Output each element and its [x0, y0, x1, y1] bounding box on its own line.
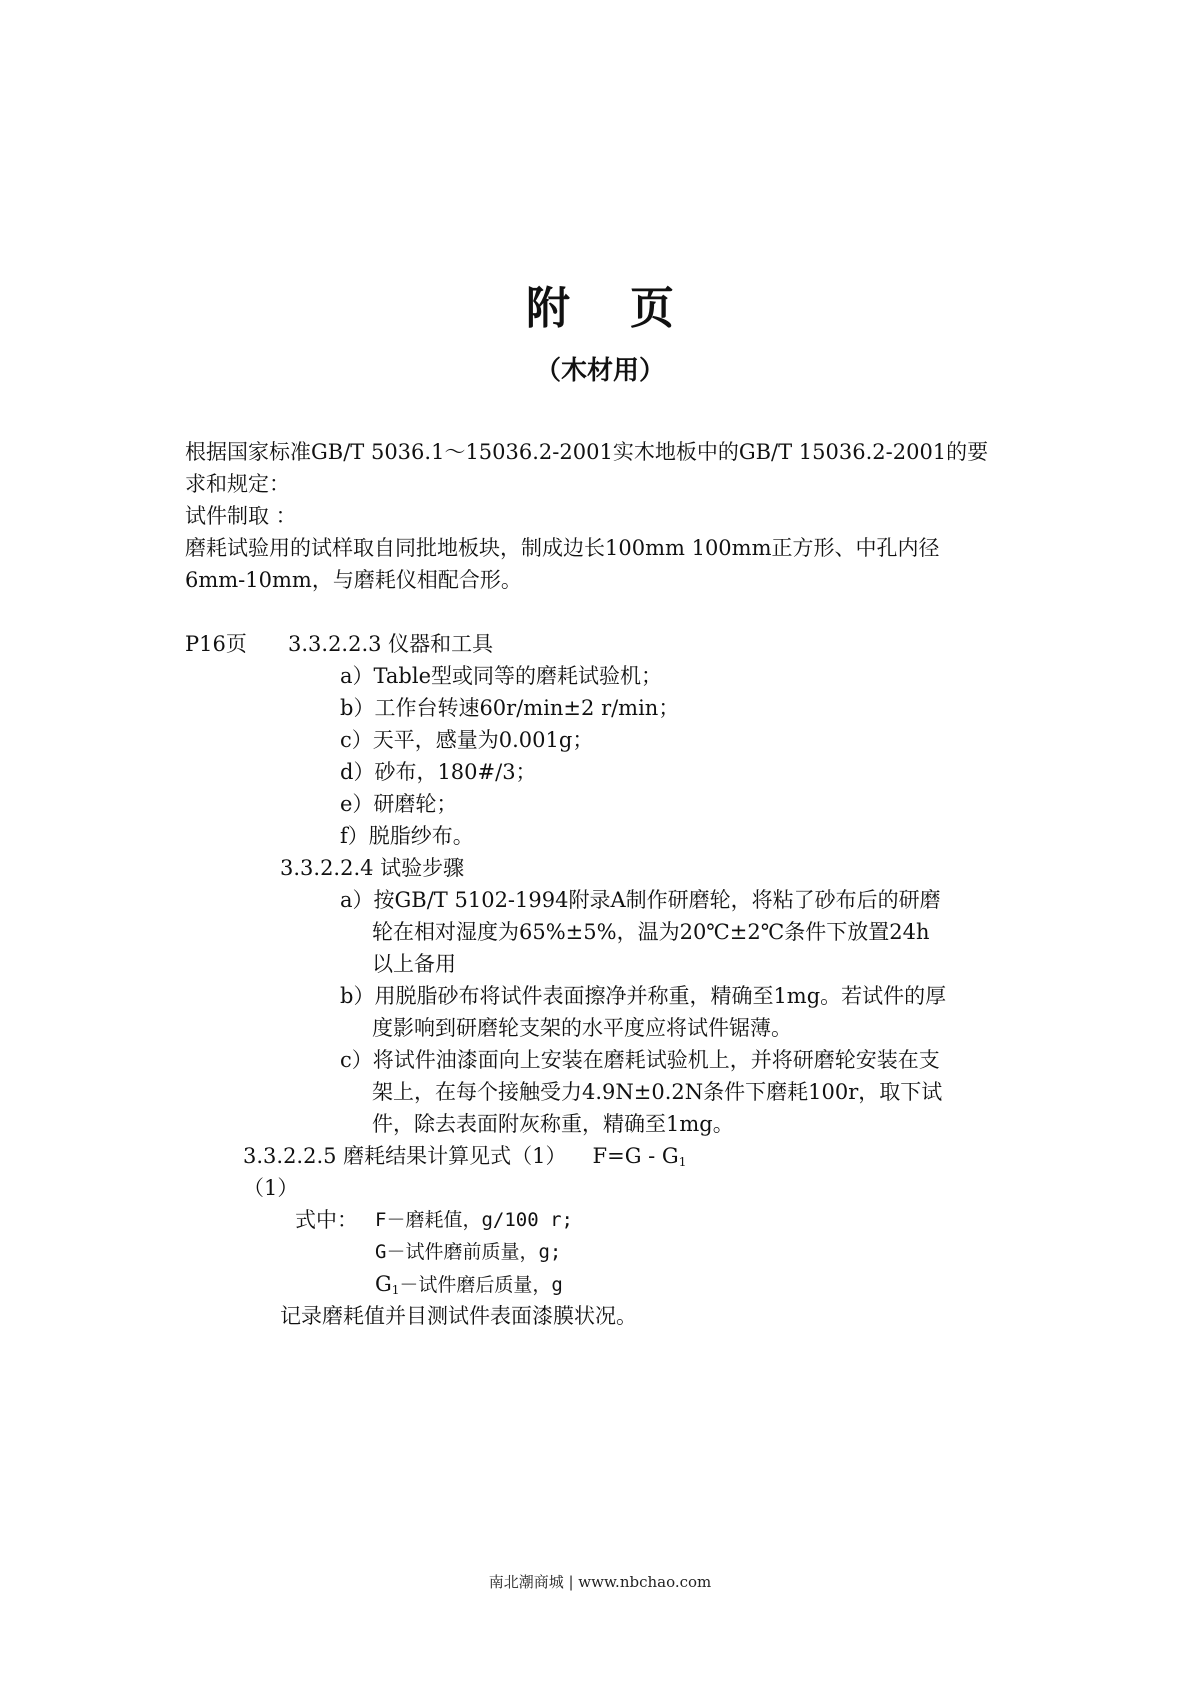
formula-subscript: 1 [678, 1155, 687, 1169]
instrument-item: a）Table型或同等的磨耗试验机； [340, 664, 663, 688]
formula [593, 1144, 687, 1168]
sample-line-2: 6mm-10mm，与磨耗仪相配合形。 [185, 568, 522, 592]
section-3-3-2-2-4-heading: 3.3.2.2.4 试验步骤 [280, 856, 465, 880]
step-a-line-3: 以上备用 [372, 952, 456, 976]
instrument-item: e）研磨轮； [340, 792, 458, 816]
formula-line [243, 1140, 686, 1172]
definition-g1-subscript: 1 [391, 1283, 400, 1297]
step-a-line-1: a）按GB/T 5102-1994附录A制作研磨轮，将粘了砂布后的研磨 [340, 888, 941, 912]
instrument-item: c）天平，感量为0.001g； [340, 728, 594, 752]
page-subtitle: （木材用） [534, 356, 665, 386]
step-c-line-2: 架上，在每个接触受力4.9N±0.2N条件下磨耗100r，取下试 [372, 1080, 943, 1104]
page-reference: P16页 [185, 632, 247, 656]
sample-heading: 试件制取 ： [185, 504, 297, 528]
formula-main: F=G - G [592, 1144, 679, 1168]
definition-g: G－试件磨前质量，g; [375, 1241, 562, 1263]
formula-number: （1） [243, 1176, 299, 1200]
definition-g1-symbol: G [375, 1272, 392, 1296]
footer-watermark: 南北潮商城 | www.nbchao.com [488, 1573, 712, 1591]
sample-line-1: 磨耗试验用的试样取自同批地板块，制成边长100mm 100mm正方形、中孔内径 [185, 536, 940, 560]
instrument-item: b）工作台转速60r/min±2 r/min； [340, 696, 680, 720]
step-c-line-3: 件，除去表面附灰称重，精确至1mg。 [372, 1112, 734, 1136]
where-label: 式中： [295, 1208, 358, 1232]
definition-g1 [375, 1268, 563, 1301]
step-a-line-2: 轮在相对湿度为65%±5%，温为20℃±2℃条件下放置24h [372, 920, 930, 944]
section-3-3-2-2-3-heading: 3.3.2.2.3 仪器和工具 [288, 632, 494, 656]
instrument-item: d）砂布，180#/3； [340, 760, 537, 784]
definition-f: F－磨耗值，g/100 r; [375, 1209, 573, 1231]
step-c-line-1: c）将试件油漆面向上安装在磨耗试验机上，并将研磨轮安装在支 [340, 1048, 940, 1072]
page-title: 附页 [526, 283, 734, 334]
instrument-item: f）脱脂纱布。 [340, 824, 474, 848]
definition-g1-text: －试件磨后质量，g [399, 1274, 563, 1296]
section-3-3-2-2-5-heading: 3.3.2.2.5 磨耗结果计算见式（1） [243, 1144, 567, 1168]
intro-line-2: 求和规定： [185, 472, 290, 496]
step-b-line-1: b）用脱脂砂布将试件表面擦净并称重，精确至1mg。若试件的厚 [340, 984, 947, 1008]
intro-line-1: 根据国家标准GB/T 5036.1～15036.2-2001实木地板中的GB/T 15036.2-2001的要 [185, 440, 989, 464]
step-b-line-2: 度影响到研磨轮支架的水平度应将试件锯薄。 [372, 1016, 792, 1040]
record-note: 记录磨耗值并目测试件表面漆膜状况。 [280, 1304, 637, 1328]
